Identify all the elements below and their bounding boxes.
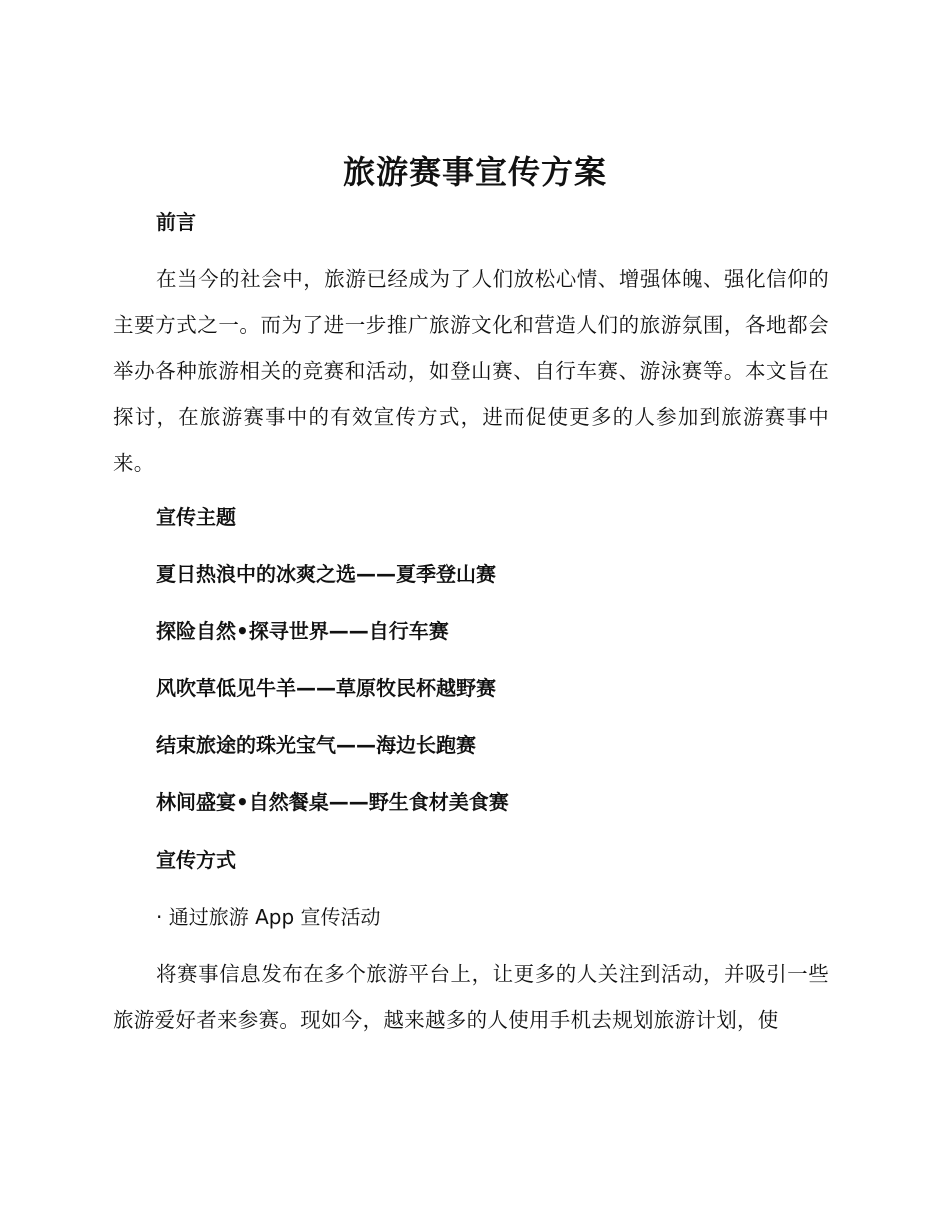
document-title: 旅游赛事宣传方案: [342, 153, 607, 191]
methods-heading: 宣传方式: [156, 848, 236, 872]
methods-bullet-item: · 通过旅游 App 宣传活动: [156, 905, 381, 929]
theme-item: 风吹草低见牛羊——草原牧民杯越野赛: [156, 676, 496, 700]
preface-paragraph: 在当今的社会中，旅游已经成为了人们放松心情、增强体魄、强化信仰的主要方式之一。而为了进一步推广旅游文化和营造人们的旅游氛围，各地都会举办各种旅游相关的竞赛和活动，如登山赛、自行车赛、游泳赛等。本文旨在探讨，在旅游赛事中的有效宣传方式，进而促使更多的人参加到旅游赛事中来。: [113, 267, 829, 475]
theme-item: 结束旅途的珠光宝气——海边长跑赛: [156, 733, 476, 757]
themes-heading: 宣传主题: [156, 505, 236, 529]
theme-item: 探险自然•探寻世界——自行车赛: [156, 619, 449, 643]
theme-item: 林间盛宴•自然餐桌——野生食材美食赛: [156, 790, 509, 814]
preface-heading: 前言: [156, 210, 196, 234]
theme-item: 夏日热浪中的冰爽之选——夏季登山赛: [156, 562, 496, 586]
methods-paragraph: 将赛事信息发布在多个旅游平台上，让更多的人关注到活动，并吸引一些旅游爱好者来参赛。现如今，越来越多的人使用手机去规划旅游计划，使: [113, 962, 829, 1032]
